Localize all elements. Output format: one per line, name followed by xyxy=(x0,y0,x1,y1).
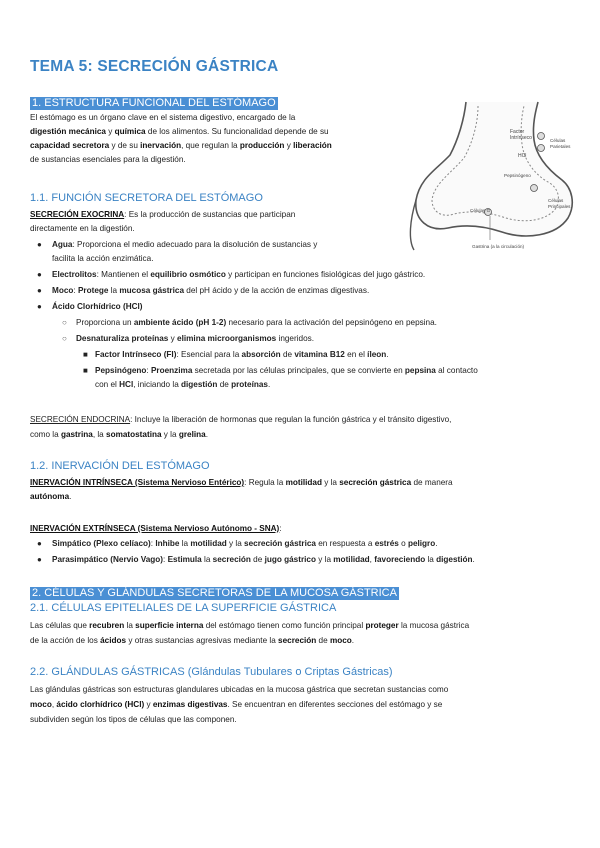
s1-line-2: digestión mecánica y química de los alimentos. Su funcionalidad depende de su xyxy=(30,127,329,136)
section-1-1-heading: 1.1. FUNCIÓN SECRETORA DEL ESTÓMAGO xyxy=(30,192,263,204)
factor-intrinseco-line: Factor Intrínseco (FI): Esencial para la absorción de vitamina B12 en el íleon. xyxy=(95,350,389,359)
duodenum-line xyxy=(410,200,416,250)
sub-bullet-circle: ○ xyxy=(62,334,67,343)
label-gastrina: Gastrina (a la circulación) xyxy=(472,244,525,249)
label-parietales-1: Células xyxy=(550,138,566,143)
parietal-cell-shape-2 xyxy=(538,145,545,152)
s1-line-1: El estómago es un órgano clave en el sistema digestivo, encargado de la xyxy=(30,113,296,122)
agua-line-2: facilita la acción enzimática. xyxy=(52,254,154,263)
bullet-dot: ● xyxy=(37,302,42,311)
s1-line-4: de sustancias esenciales para la digestión. xyxy=(30,155,186,164)
label-pepsinogeno: Pepsinógeno xyxy=(504,173,531,178)
section-2-1-heading: 2.1. CÉLULAS EPITELIALES DE LA SUPERFICIE GÁSTRICA xyxy=(30,602,337,614)
bullet-dot: ● xyxy=(37,286,42,295)
section-1-2-heading: 1.2. INERVACIÓN DEL ESTÓMAGO xyxy=(30,460,210,472)
intrinsic-line-1: INERVACIÓN INTRÍNSECA (Sistema Nervioso Entérico): Regula la motilidad y la secreción gástrica de manera xyxy=(30,478,453,487)
bullet-dot: ● xyxy=(37,240,42,249)
bullet-dot: ● xyxy=(37,555,42,564)
label-parietales-2: Parietales xyxy=(550,144,571,149)
label-intrinseco: Intrínseco xyxy=(510,135,532,141)
section-2-2-heading: 2.2. GLÁNDULAS GÁSTRICAS (Glándulas Tubulares o Criptas Gástricas) xyxy=(30,666,393,678)
sub-sub-bullet-square: ■ xyxy=(83,366,88,375)
agua-line-1: Agua: Proporciona el medio adecuado para la disolución de sustancias y xyxy=(52,240,318,249)
label-factor: Factor xyxy=(510,129,525,135)
acido-line: Ácido Clorhídrico (HCl) xyxy=(52,302,143,311)
s21-line-1: Las células que recubren la superficie interna del estómago tienen como función principal proteger la mucosa gástrica xyxy=(30,621,470,630)
simpatico-line: Simpático (Plexo celíaco): Inhibe la motilidad y la secreción gástrica en respuesta a estrés o peligro. xyxy=(52,539,438,548)
sub-sub-bullet-square: ■ xyxy=(83,350,88,359)
endocrine-line-1: SECRECIÓN ENDOCRINA: Incluye la liberación de hormonas que regulan la función gástrica y el tránsito digestivo, xyxy=(30,415,452,424)
parasimpatico-line: Parasimpático (Nervio Vago): Estimula la secreción de jugo gástrico y la motilidad, favoreciendo la digestión. xyxy=(52,555,475,564)
acido-sub-1: Proporciona un ambiente ácido (pH 1-2) necesario para la activación del pepsinógeno en pepsina. xyxy=(76,318,437,327)
section-1-heading: 1. ESTRUCTURA FUNCIONAL DEL ESTÓMAGO xyxy=(32,97,276,109)
s22-line-3: subdividen según los tipos de células que las componen. xyxy=(30,715,237,724)
bullet-dot: ● xyxy=(37,270,42,279)
stomach-outline xyxy=(416,102,572,236)
page-title: TEMA 5: SECRECIÓN GÁSTRICA xyxy=(30,58,279,75)
electrolitos-line: Electrolitos: Mantienen el equilibrio osmótico y participan en funciones fisiológicas del jugo gástrico. xyxy=(52,270,426,279)
s1-line-3: capacidad secretora y de su inervación, que regulan la producción y liberación xyxy=(30,141,332,150)
bullet-dot: ● xyxy=(37,539,42,548)
extrinsic-heading-line: INERVACIÓN EXTRÍNSECA (Sistema Nervioso Autónomo - SNA): xyxy=(30,524,282,533)
s22-line-1: Las glándulas gástricas son estructuras glandulares ubicadas en la mucosa gástrica que secretan sustancias como xyxy=(30,685,449,694)
s22-line-2: moco, ácido clorhídrico (HCl) y enzimas digestivas. Se encuentran en diferentes secciones del estómago y se xyxy=(30,700,443,709)
s21-line-2: de la acción de los ácidos y otras sustancias agresivas mediante la secreción de moco. xyxy=(30,636,355,645)
pepsinogeno-line-2: con el HCl, iniciando la digestión de proteínas. xyxy=(95,380,271,389)
label-hcl: HCl xyxy=(518,153,527,159)
label-celulas-g: Células G xyxy=(470,208,491,213)
intrinsic-line-2: autónoma. xyxy=(30,492,72,501)
exocrine-line-1: SECRECIÓN EXOCRINA: Es la producción de sustancias que participan xyxy=(30,210,296,219)
parietal-cell-shape xyxy=(538,133,545,140)
label-principales-1: Células xyxy=(548,198,564,203)
acido-sub-2: Desnaturaliza proteínas y elimina microorganismos ingeridos. xyxy=(76,334,315,343)
moco-line: Moco: Protege la mucosa gástrica del pH ácido y de la acción de enzimas digestivas. xyxy=(52,286,370,295)
exocrine-line-2: directamente en la digestión. xyxy=(30,224,135,233)
section-2-heading: 2. CÉLULAS Y GLÁNDULAS SECRETORAS DE LA MUCOSA GÁSTRICA xyxy=(32,587,397,599)
sub-bullet-circle: ○ xyxy=(62,318,67,327)
endocrine-line-2: como la gastrina, la somatostatina y la grelina. xyxy=(30,430,208,439)
label-principales-2: Principales xyxy=(548,204,571,209)
pepsinogeno-line-1: Pepsinógeno: Proenzima secretada por las células principales, que se convierte en pepsina al contacto xyxy=(95,366,478,375)
chief-cell-shape xyxy=(531,185,538,192)
stomach-diagram xyxy=(406,100,576,260)
